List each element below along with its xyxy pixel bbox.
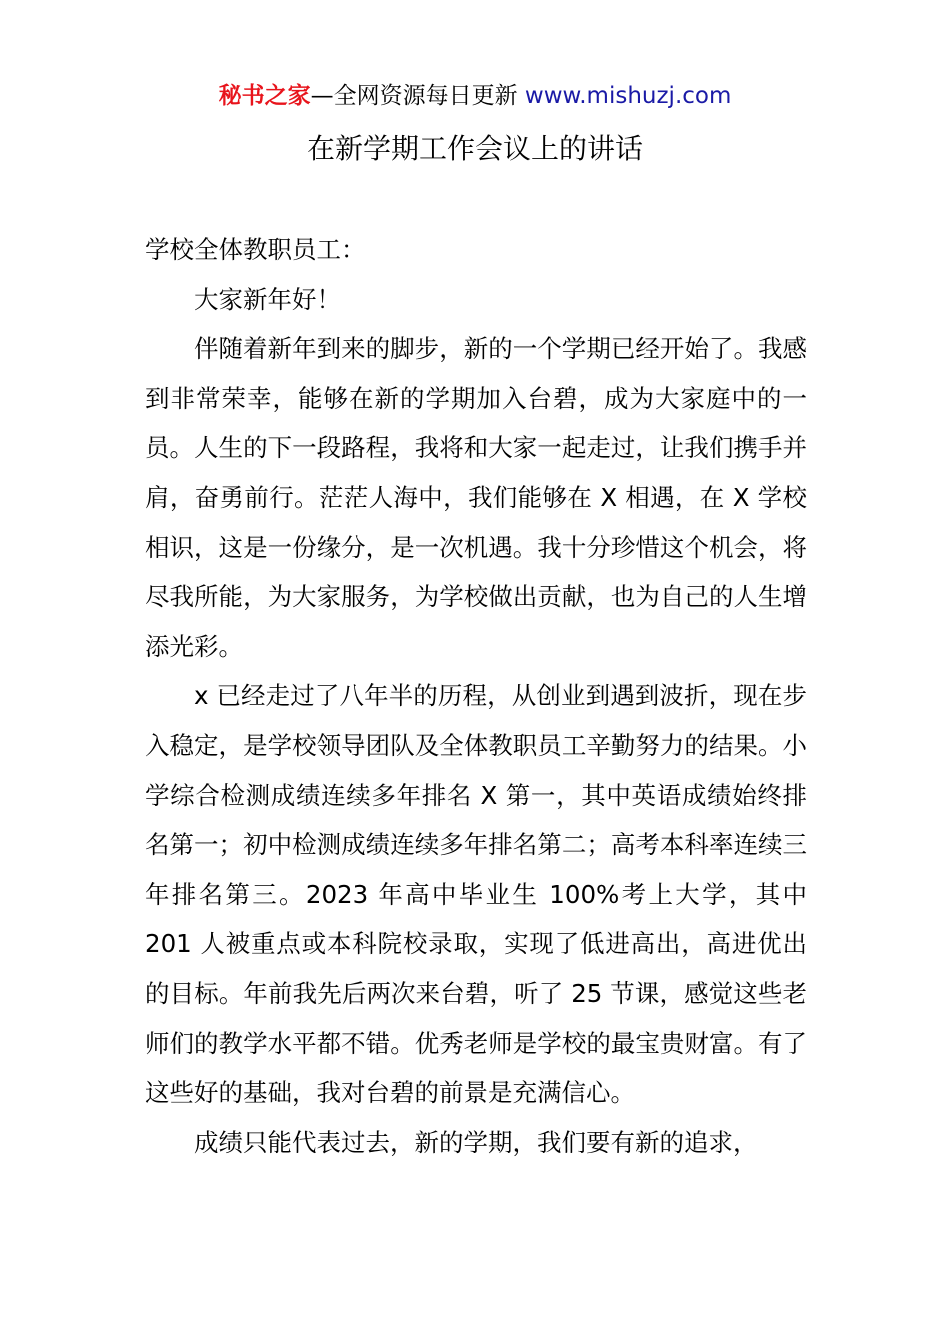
site-url-link[interactable]: www.mishuzj.com	[524, 83, 732, 109]
document-body	[145, 225, 807, 1167]
site-brand: 秘书之家	[218, 83, 311, 109]
site-header	[0, 78, 950, 114]
paragraph-intro: 伴随着新年到来的脚步，新的一个学期已经开始了。我感到非常荣幸，能够在新的学期加入台碧，成为大家庭中的一员。人生的下一段路程，我将和大家一起走过，让我们携手并肩，奋勇前行。茫茫人海中，我们能够在 X 相遇，在 X 学校相识，这是一份缘分，是一次机遇。我十分珍惜这个机会，将尽我所能，为大家服务，为学校做出贡献，也为自己的人生增添光彩。	[145, 334, 807, 661]
document-title: 在新学期工作会议上的讲话	[306, 132, 643, 165]
paragraph-achievements: x 已经走过了八年半的历程，从创业到遇到波折，现在步入稳定，是学校领导团队及全体教职员工辛勤努力的结果。小学综合检测成绩连续多年排名 X 第一，其中英语成绩始终排名第一；初中检测成绩连续多年排名第二；高考本科率连续三年排名第三。2023 年高中毕业生 100%考上大学，其中 201 人被重点或本科院校录取，实现了低进高出，高进优出的目标。年前我先后两次来台碧，听了 25 节课，感觉这些老师们的教学水平都不错。优秀老师是学校的最宝贵财富。有了这些好的基础，我对台碧的前景是充满信心。	[145, 681, 807, 1108]
salutation: 学校全体教职员工：	[145, 235, 366, 264]
site-slogan: —全网资源每日更新	[310, 83, 525, 109]
paragraph-new-goals: 成绩只能代表过去，新的学期，我们要有新的追求，	[194, 1127, 758, 1157]
paragraph-greeting: 大家新年好！	[194, 284, 341, 314]
